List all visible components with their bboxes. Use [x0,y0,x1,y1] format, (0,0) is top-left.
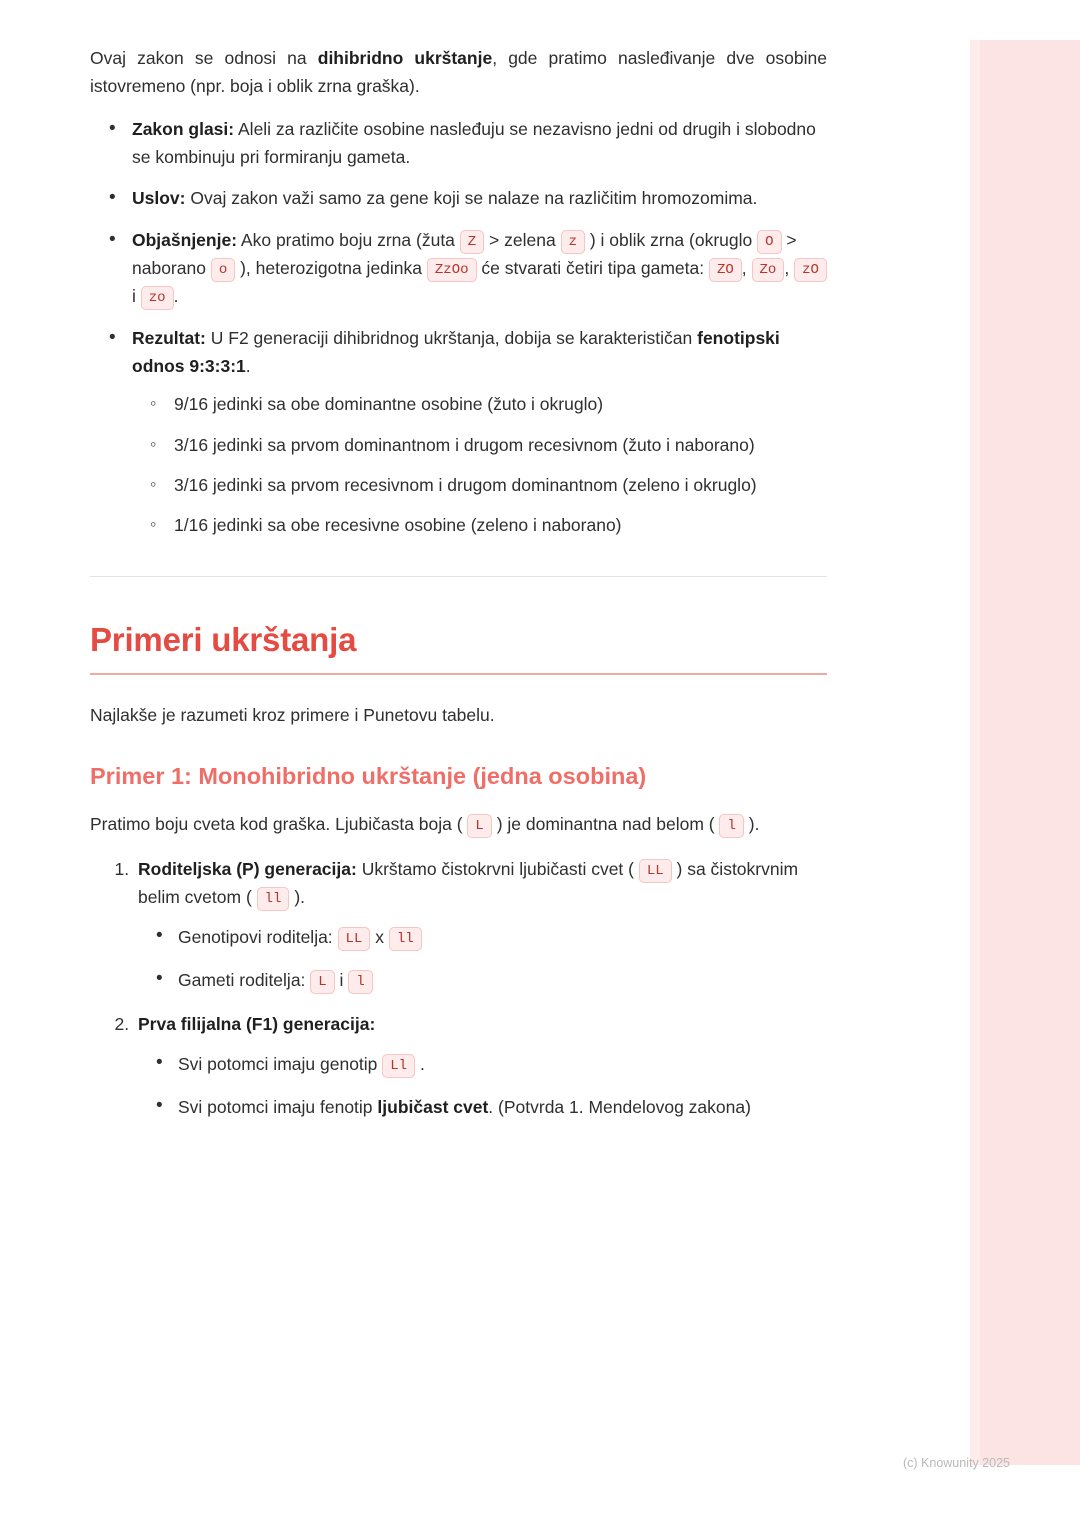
allele-code-l: l [719,814,743,838]
intro-after: , gde pratimo nasleđivanje dve osobine istovremeno (npr. boja i oblik zrna graška). [90,48,827,97]
gamete-code-3: zO [794,258,827,282]
document-content [90,44,827,1137]
example-lead-text-3: ). [743,814,760,835]
example-lead-text-1: Pratimo boju cveta kod graška. Ljubičasta boja ( [90,814,468,835]
list-item: ◦ 1/16 jedinki sa obe recesivne osobine (zeleno i naborano) [174,511,827,539]
list-item [178,966,827,994]
list-item [132,115,827,172]
list-item: ◦ 3/16 jedinki sa prvom recesivnom i drugom dominantnom (zeleno i okruglo) [174,471,827,499]
step-2-subitems [138,1050,827,1121]
sep-comma-1: , [741,258,752,279]
right-margin-strip-inner [980,40,1080,1465]
section-divider [90,576,827,577]
intro-paragraph [90,44,827,101]
sub-text-1: Svi potomci imaju genotip [178,1054,383,1075]
explanation-text-1: Ako pratimo boju zrna (žuta [237,229,460,250]
explanation-label: Objašnjenje: [132,229,238,250]
sub-text-2: . (Potvrda 1. Mendelovog zakona) [488,1096,751,1117]
gamete-code-l: l [348,970,372,994]
section-lead: Najlakše je razumeti kroz primere i Punetovu tabelu. [90,704,495,725]
intro-bold: dihibridno ukrštanje [317,48,493,68]
gamete-code-L: L [310,970,334,994]
gamete-code-1: ZO [709,258,742,282]
allele-code-L: L [467,814,491,838]
list-item-step-1 [134,855,827,994]
genotype-code-LL-parent: LL [338,927,371,951]
list-item-step-2 [134,1010,827,1121]
page-title: Primeri ukrštanja [90,620,357,658]
allele-code-O: O [757,230,781,254]
result-text-1: U F2 generaciji dihibridnog ukrštanja, dobija se karakterističan [205,327,698,348]
law-point-label: Zakon glasi: [132,118,235,139]
sub-text-1: Gameti roditelja: [178,969,311,990]
allele-code-o: o [211,258,235,282]
sub-text-2: x [370,927,389,948]
genotype-code-Ll: Ll [382,1054,415,1078]
result-subitems-list [132,390,827,539]
explanation-text-6: će stvarati četiri tipa gameta: [476,258,709,279]
result-ratio: fenotipski odnos 9:3:3:1 [132,327,780,377]
copyright-footer: (c) Knowunity 2025 [902,1456,1010,1470]
explanation-text-5: ), heterozigotna jedinka [235,258,427,279]
list-item [178,923,827,951]
list-item [132,184,827,212]
step-1-label: Roditeljska (P) generacija: [138,858,357,879]
explanation-text-7: . [173,286,179,307]
step-1-paragraph [138,859,798,907]
list-item: ◦ 9/16 jedinki sa obe dominantne osobine (žuto i okruglo) [174,390,827,418]
law-point-label: Uslov: [132,188,186,209]
example-lead-text-2: ) je dominantna nad belom ( [491,814,720,835]
list-item-explanation [132,226,827,311]
sub-text-2: i [334,969,349,990]
example-heading: Primer 1: Monohibridno ukrštanje (jedna osobina) [90,763,647,790]
sub-text-1: Genotipovi roditelja: [178,927,338,948]
phenotype-bold: ljubičast cvet [377,1096,489,1117]
genotype-code-ZzOo: ZzOo [427,258,477,282]
step-1-text-2: ) sa čistokrvnim belim cvetom ( [138,858,799,907]
gamete-code-2: Zo [752,258,785,282]
list-item [178,1093,827,1121]
step-1-text-3: ). [289,886,306,907]
genotype-code-ll-parent: ll [389,927,422,951]
law-point-text: Aleli za različite osobine nasleđuju se nezavisno jedni od drugih i slobodno se kombinuju pri formiranju gameta. [132,118,816,168]
genotype-code-LL: LL [639,859,672,883]
result-text-2: . [245,356,251,377]
sub-text-2: . [415,1054,425,1075]
allele-code-Z: Z [460,230,484,254]
list-item: ◦ 3/16 jedinki sa prvom dominantnom i drugom recesivnom (žuto i naborano) [174,431,827,459]
title-underline [90,673,827,675]
intro-before: Ovaj zakon se odnosi na [90,48,318,68]
explanation-text-3: ) i oblik zrna (okruglo [584,229,758,250]
sep-comma-2: , [784,258,795,279]
sub-text-1: Svi potomci imaju fenotip [178,1096,378,1117]
gamete-code-4: zo [141,286,174,310]
explanation-text-4: > naborano [132,229,797,279]
law-points-list [90,115,827,540]
list-item-result [132,324,827,540]
step-1-text-1: Ukrštamo čistokrvni ljubičasti cvet ( [356,858,639,879]
law-point-text: Ovaj zakon važi samo za gene koji se nalaze na različitim hromozomima. [185,188,758,209]
genotype-code-ll: ll [257,887,290,911]
list-item [178,1050,827,1078]
allele-code-z: z [561,230,585,254]
example-lead-paragraph [90,810,827,838]
steps-list [90,855,827,1121]
step-2-label: Prva filijalna (F1) generacija: [138,1013,376,1034]
result-label: Rezultat: [132,327,206,348]
sep-i: i [132,286,141,307]
step-1-subitems [138,923,827,994]
explanation-text-2: > zelena [484,229,561,250]
